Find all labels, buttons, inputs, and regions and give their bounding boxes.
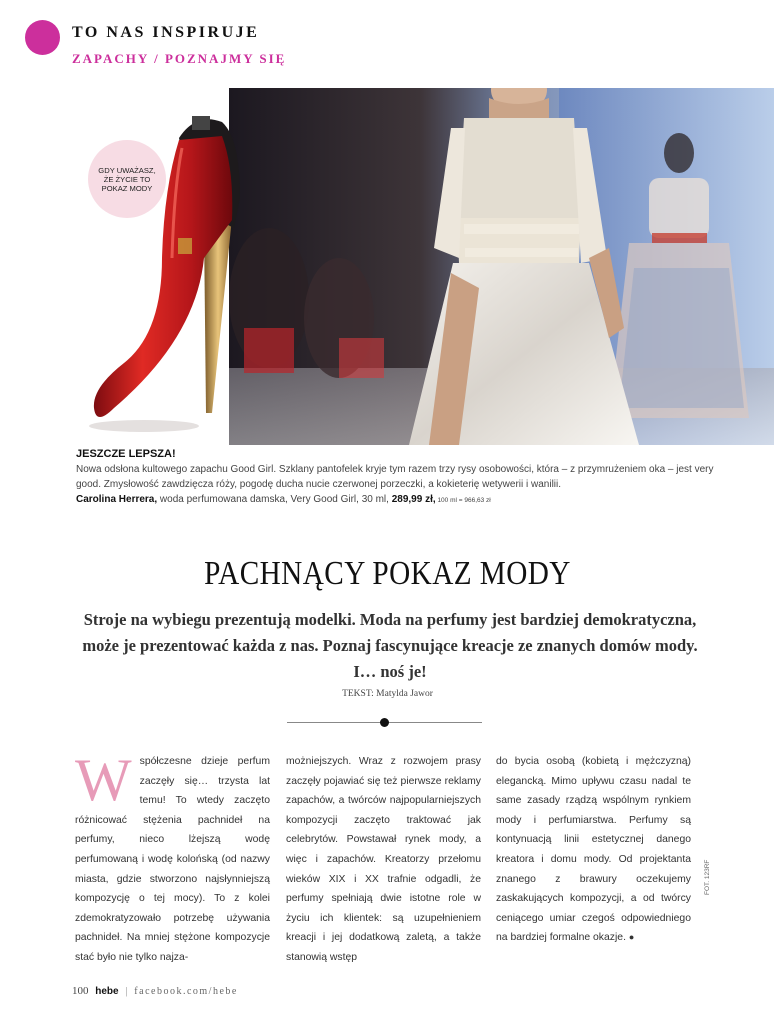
footer-url: facebook.com/hebe — [134, 986, 238, 997]
caption-title: JESZCZE LEPSZA! — [76, 448, 176, 460]
caption-product: woda perfumowana damska, Very Good Girl, 30 ml, — [157, 494, 392, 505]
section-subtitle: ZAPACHY / POZNAJMY SIĘ — [72, 51, 287, 66]
magenta-circle-icon — [25, 20, 60, 55]
column-3-text: do bycia osobą (kobietą i mężczyzną) elegancką. Mimo upływu czasu nadal te same zasady rządzą wspólnym rynkiem mody i perfumiarstwa. Perfumy są kontynuacją linii estetycznej danego kreatora i domu mody. Od projektanta znanego z brawury oczekujemy zaskakujących kompozycji, a od twórcy ceniącego umiar czegoś odpowiedniego na bardziej formalne okazje. — [496, 756, 691, 944]
runway-model-photo — [229, 88, 774, 445]
caption-text: Nowa odsłona kultowego zapachu Good Girl. Szklany pantofelek kryje tym razem trzy rysy osobowości, która – z przymrużeniem oka – jest very good. Zmysłowość zawdzięcza róży, pogodę ducha nucie czerwonej porzeczki, a kokieterię wetywerii i wanilii. — [76, 464, 714, 490]
page-footer — [72, 985, 238, 997]
caption-price: 289,99 zł, — [391, 494, 436, 505]
quote-badge-text: GDY UWAŻASZ, ŻE ŻYCIE TO POKAZ MODY — [98, 165, 156, 193]
end-mark-icon: ● — [628, 932, 635, 943]
article-byline: TEKST: Matylda Jawor — [342, 689, 433, 699]
drop-cap: W — [75, 747, 132, 813]
quote-badge — [88, 140, 166, 218]
caption-unit-price: 100 ml = 966,63 zł — [435, 497, 491, 504]
article-column-3 — [496, 752, 691, 948]
photo-credit: FOT. 123RF — [704, 859, 711, 895]
caption-brand: Carolina Herrera, — [76, 494, 158, 505]
article-lead: Stroje na wybiegu prezentują modelki. Moda na perfumy jest bardziej demokratyczna, może je prezentować każda z nas. Poznaj fascynujące kreacje ze znanych domów mody. I… noś je! — [82, 610, 698, 681]
footer-separator: | — [125, 985, 128, 997]
article-column-1 — [75, 747, 270, 968]
article-headline: PACHNĄCY POKAZ MODY — [204, 555, 571, 592]
page-number: 100 — [72, 985, 89, 997]
column-1-text: spółczesne dzieje perfum zaczęły się… trzysta lat temu! To wtedy zaczęto różnicować stężenia pachnideł na perfumy, nieco lżejszą wodę perfumowaną i wodę kolońską (od nazwy miasta, gdzie stworzono najsłynniejszą kompozycję o tej mocy). To z kolei zdemokratyzowało potrzebę używania pachnideł. Na mniej stężone kompozycje stać było nie tylko najza- — [75, 756, 270, 963]
column-2-text: możniejszych. Wraz z rozwojem prasy zaczęły pojawiać się też pierwsze reklamy zapachów, a twórców najpopularniejszych kompozycji zaczęto traktować jak celebrytów. Powstawał rynek mody, a więc i zapachów. Kreatorzy przełomu wieków XIX i XX trafnie odgadli, że perfumy spełniają dwie istotne role w życiu ich klientek: są uzupełnieniem kreacji i jej dodatkową zaletą, a także stanowią wstęp — [286, 756, 481, 963]
caption-product-line — [76, 492, 716, 508]
product-caption — [76, 448, 716, 508]
footer-brand: hebe — [95, 986, 119, 997]
section-title: TO NAS INSPIRUJE — [72, 24, 260, 41]
article-column-2 — [286, 752, 481, 968]
divider-dot-icon — [380, 718, 389, 727]
